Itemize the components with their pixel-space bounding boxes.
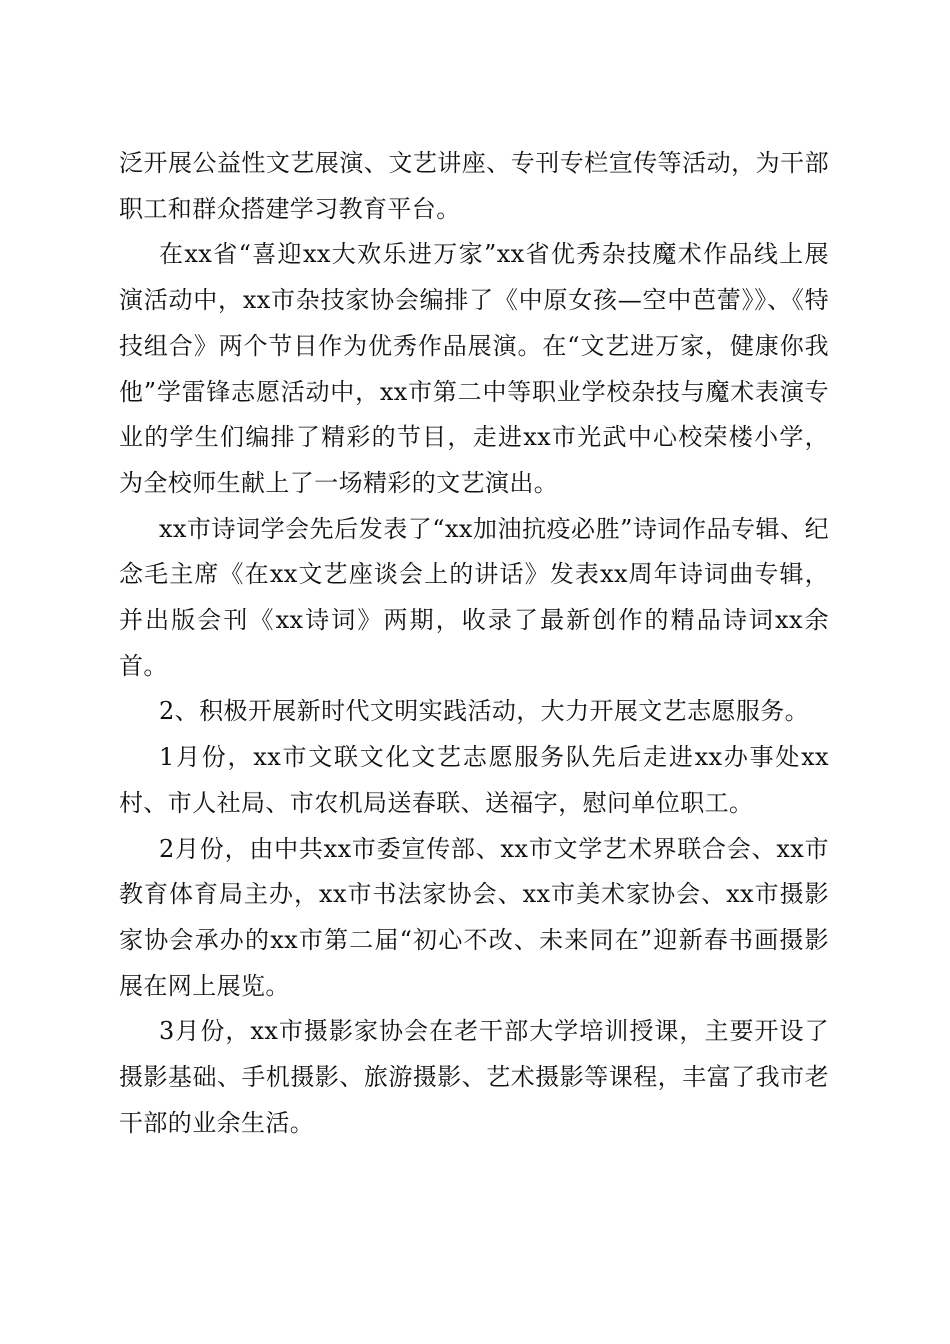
section-heading: 2、积极开展新时代文明实践活动，大力开展文艺志愿服务。 <box>159 697 810 726</box>
paragraph-march: 3月份，xx市摄影家协会在老干部大学培训授课，主要开设了摄影基础、手机摄影、旅游摄影、艺术摄影等课程，丰富了我市老干部的业余生活。 <box>119 1017 829 1137</box>
paragraph-3: xx市诗词学会先后发表了“xx加油抗疫必胜”诗词作品专辑、纪念毛主席《在xx文艺座谈会上的讲话》发表xx周年诗词曲专辑，并出版会刊《xx诗词》两期，收录了最新创作的精品诗词xx余首。 <box>119 514 829 680</box>
document-body <box>119 141 829 1146</box>
paragraph-1: 泛开展公益性文艺展演、文艺讲座、专刊专栏宣传等活动，为干部职工和群众搭建学习教育平台。 <box>119 149 829 223</box>
paragraph-february: 2月份，由中共xx市委宣传部、xx市文学艺术界联合会、xx市教育体育局主办，xx市书法家协会、xx市美术家协会、xx市摄影家协会承办的xx市第二届“初心不改、未来同在”迎新春书画摄影展在网上展览。 <box>119 834 829 1000</box>
paragraph-2: 在xx省“喜迎xx大欢乐进万家”xx省优秀杂技魔术作品线上展演活动中，xx市杂技家协会编排了《中原女孩—空中芭蕾》》、《特技组合》两个节目作为优秀作品展演。在“文艺进万家，健康你我他”学雷锋志愿活动中，xx市第二中等职业学校杂技与魔术表演专业的学生们编排了精彩的节目，走进xx市光武中心校荣楼小学，为全校师生献上了一场精彩的文艺演出。 <box>119 240 829 497</box>
paragraph-january: 1月份，xx市文联文化文艺志愿服务队先后走进xx办事处xx村、市人社局、市农机局送春联、送福字，慰问单位职工。 <box>119 743 829 817</box>
